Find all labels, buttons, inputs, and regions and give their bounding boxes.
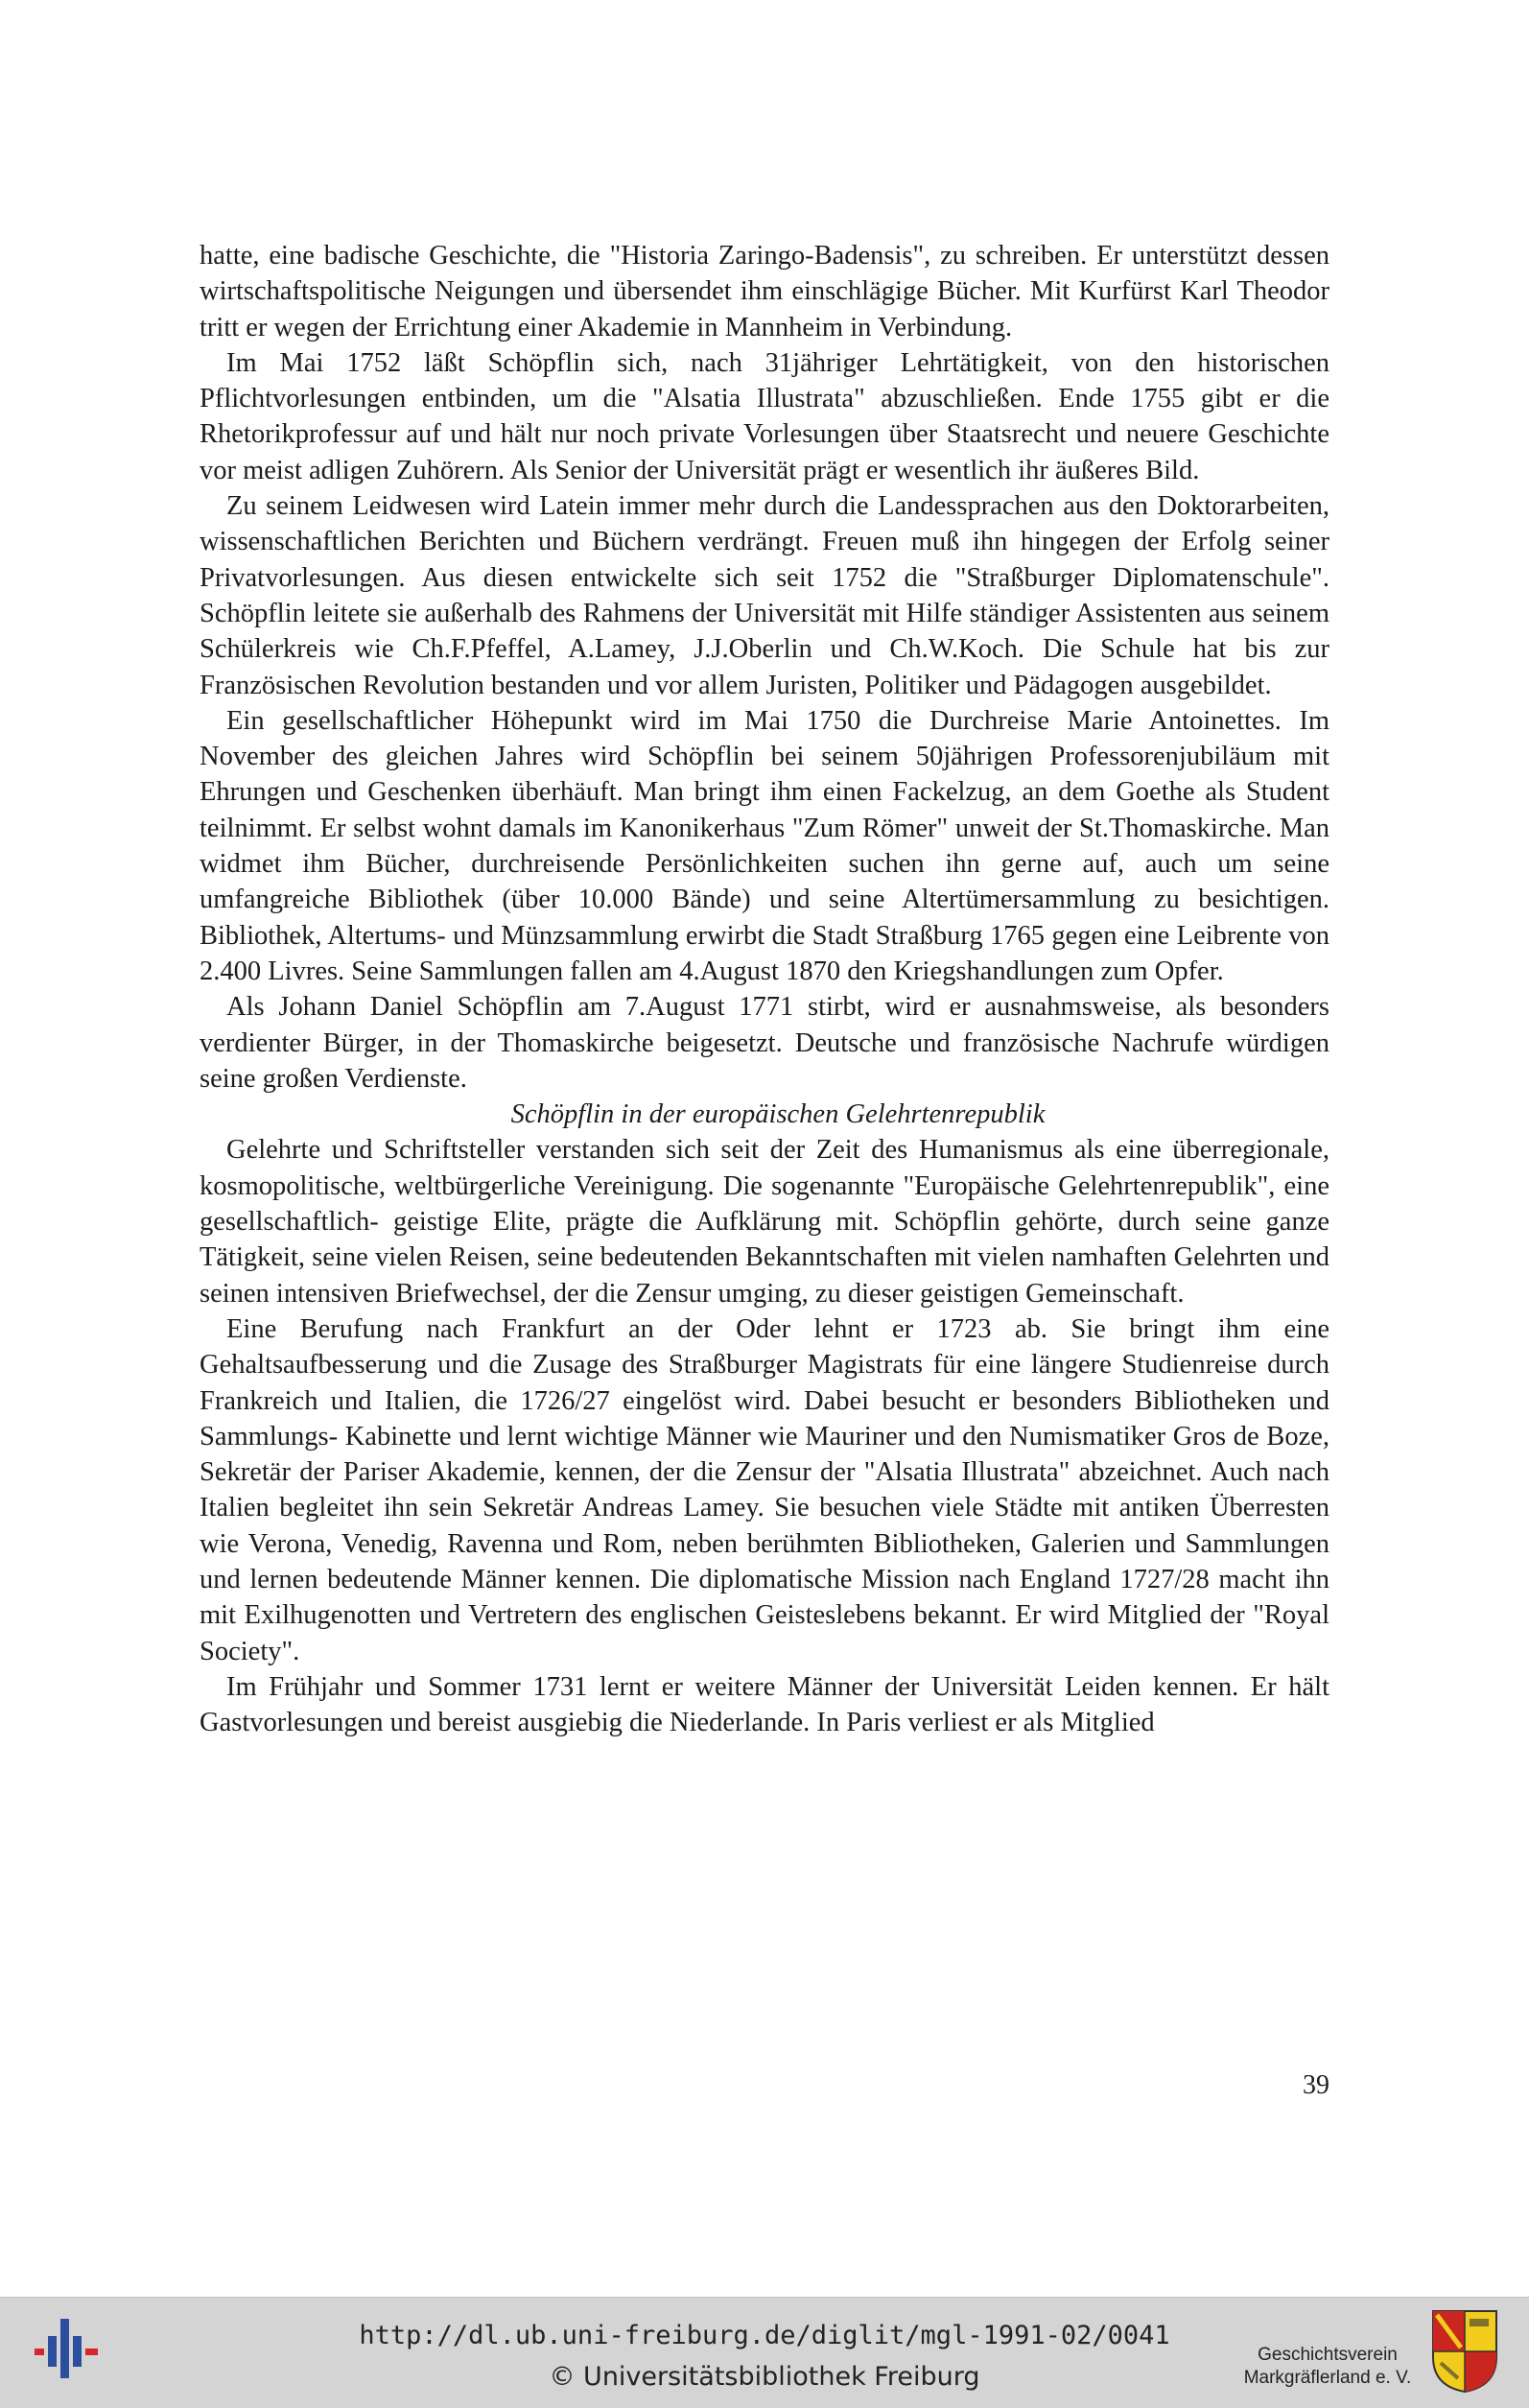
paragraph: Zu seinem Leidwesen wird Latein immer mehr durch die Landessprachen aus den Doktorarbeiten, wissenschaftlichen Berichten und Büchern verdrängt. Freuen muß ihn hingegen der Erfolg seiner Privatvorlesungen. Aus diesen entwickelte sich seit 1752 die "Straßburger Diplomatenschule". Schöpflin leitete sie außerhalb des Rahmens der Universität mit Hilfe ständiger Assistenten aus seinem Schülerkreis wie Ch.F.Pfeffel, A.Lamey, J.J.Oberlin und Ch.W.Koch. Die Schule hat bis zur Französischen Revolution bestanden und vor allem Juristen, Politiker und Pädagogen ausgebildet.	[200, 491, 1329, 700]
paragraph: Im Mai 1752 läßt Schöpflin sich, nach 31jähriger Lehrtätigkeit, von den historischen Pflichtvorlesungen entbinden, um die "Alsatia Illustrata" abzuschließen. Ende 1755 gibt er die Rhetorikprofessur auf und hält nur noch private Vorlesungen über Staatsrecht und neuere Geschichte vor meist adligen Zuhörern. Als Senior der Universität prägt er wesentlich ihr äußeres Bild.	[200, 347, 1329, 485]
page-number: 39	[1303, 2070, 1329, 2100]
paragraph: Ein gesellschaftlicher Höhepunkt wird im Mai 1750 die Durchreise Marie Antoinettes. Im November des gleichen Jahres wird Schöpflin bei seinem 50jährigen Professorenjubiläum mit Ehrungen und Geschenken überhäuft. Man bringt ihm einen Fackelzug, an dem Goethe als Student teilnimmt. Er selbst wohnt damals im Kanonikerhaus "Zum Römer" unweit der St.Thomaskirche. Man widmet ihm Bücher, durchreisende Persönlichkeiten suchen ihn gerne auf, auch um seine umfangreiche Bibliothek (über 10.000 Bände) und seine Altertümersammlung zu besichtigen. Bibliothek, Altertums- und Münzsammlung erwirbt die Stadt Straßburg 1765 gegen eine Leibrente von 2.400 Livres. Seine Sammlungen fallen am 4.August 1870 den Kriegshandlungen zum Opfer.	[200, 705, 1329, 986]
page-text	[200, 238, 1329, 1740]
paragraph: Als Johann Daniel Schöpflin am 7.August 1771 stirbt, wird er ausnahmsweise, als besonders verdienter Bürger, in der Thomaskirche beigesetzt. Deutsche und französische Nachrufe würdigen seine großen Verdienste.	[200, 992, 1329, 1094]
source-url-link[interactable]: http://dl.ub.uni-freiburg.de/diglit/mgl-1991-02/0041	[359, 2321, 1170, 2350]
society-name-line1: Geschichtsverein	[1258, 2345, 1398, 2365]
paragraph: Eine Berufung nach Frankfurt an der Oder lehnt er 1723 ab. Sie bringt ihm eine Gehaltsaufbesserung und die Zusage des Straßburger Magistrats für eine längere Studienreise durch Frankreich und Italien, die 1726/27 eingelöst wird. Dabei besucht er besonders Bibliotheken und Sammlungs- Kabinette und lernt wichtige Männer wie Mauriner und den Numismatiker Gros de Boze, Sekretär der Pariser Akademie, kennen, der die Zensur der "Alsatia Illustrata" abzeichnet. Auch nach Italien begleitet ihn sein Sekretär Andreas Lamey. Sie besuchen viele Städte mit antiken Überresten wie Verona, Venedig, Ravenna und Rom, neben berühmten Bibliotheken, Galerien und Sammlungen und lernen bedeutende Männer kennen. Die diplomatische Mission nach England 1727/28 macht ihn mit Exilhugenotten und Vertretern des englischen Geisteslebens bekannt. Er wird Mitglied der "Royal Society".	[200, 1313, 1329, 1666]
paragraph: Gelehrte und Schriftsteller verstanden sich seit der Zeit des Humanismus als eine überregionale, kosmopolitische, weltbürgerliche Vereinigung. Die sogenannte "Europäische Gelehrtenrepublik", eine gesellschaftlich- geistige Elite, prägte die Aufklärung mit. Schöpflin gehörte, durch seine ganze Tätigkeit, seine vielen Reisen, seine bedeutenden Bekanntschaften mit vielen namhaften Gelehrten und seinen intensiven Briefwechsel, der die Zensur umging, zu dieser geistigen Gemeinschaft.	[200, 1135, 1329, 1309]
society-name[interactable]	[1232, 2344, 1423, 2390]
society-name-line2: Markgräflerland e. V.	[1243, 2368, 1412, 2388]
paragraph: hatte, eine badische Geschichte, die "Historia Zaringo-Badensis", zu schreiben. Er unterstützt dessen wirtschaftspolitische Neigungen und übersendet ihm einschlägige Bücher. Mit Kurfürst Karl Theodor tritt er wegen der Errichtung einer Akademie in Mannheim in Verbindung.	[200, 241, 1329, 342]
section-heading: Schöpflin in der europäischen Gelehrtenrepublik	[510, 1099, 1046, 1130]
copyright-text: © Universitätsbibliothek Freiburg	[549, 2362, 980, 2392]
coat-of-arms-icon[interactable]	[1431, 2309, 1498, 2394]
paragraph: Im Frühjahr und Sommer 1731 lernt er weitere Männer der Universität Leiden kennen. Er hält Gastvorlesungen und bereist ausgiebig die Niederlande. In Paris verliest er als Mitglied	[200, 1671, 1329, 1738]
footer-bar	[0, 2297, 1529, 2408]
